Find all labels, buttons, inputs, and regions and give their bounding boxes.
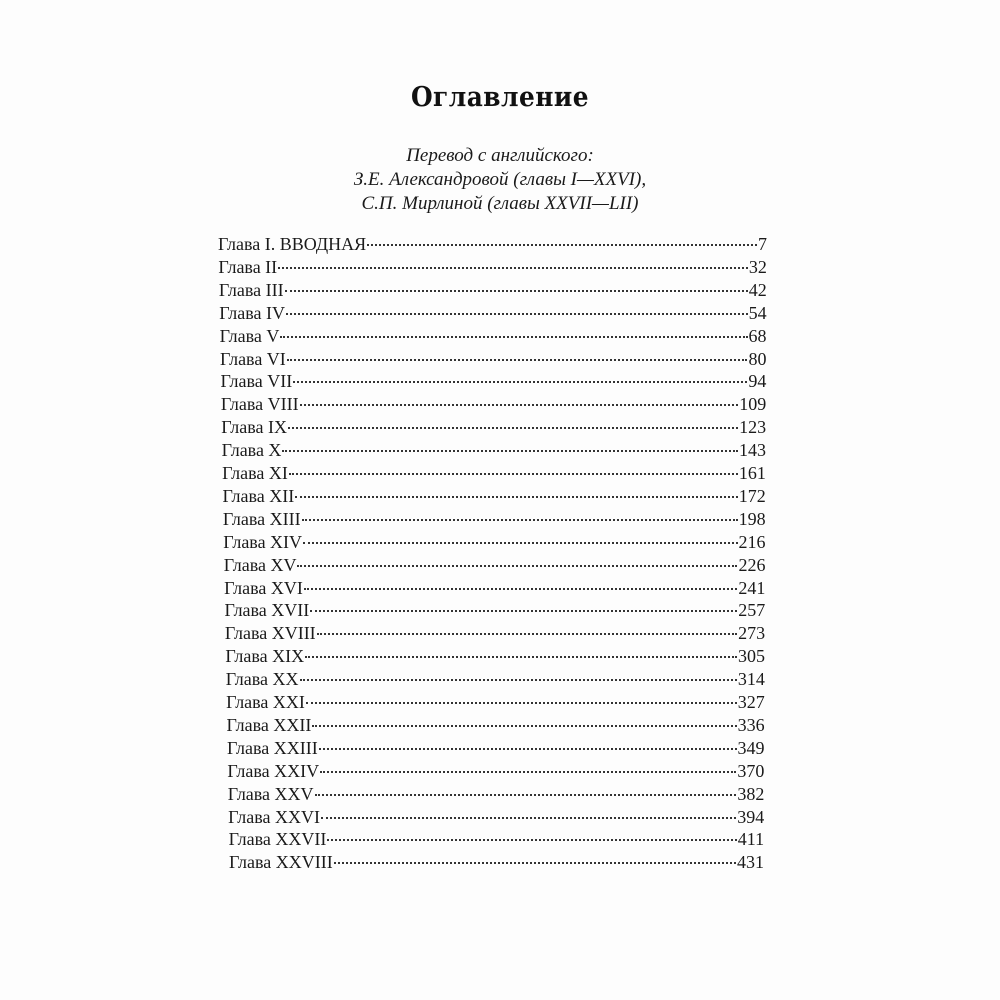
table-of-contents xyxy=(0,233,1000,883)
toc-entry xyxy=(225,599,766,622)
toc-entry xyxy=(222,462,766,485)
toc-entry xyxy=(225,622,765,645)
toc-entry xyxy=(219,279,767,302)
toc-entry-page-number: 394 xyxy=(737,806,765,827)
toc-entry xyxy=(220,348,766,371)
toc-entry xyxy=(226,668,765,691)
dot-leader xyxy=(287,359,748,361)
toc-entry xyxy=(228,783,765,806)
dot-leader xyxy=(297,565,737,567)
dot-leader xyxy=(289,473,738,475)
toc-entry-label: Глава X xyxy=(221,440,282,461)
toc-entry xyxy=(222,439,766,462)
toc-entry-page-number: 370 xyxy=(737,760,765,781)
toc-entry-page-number: 382 xyxy=(737,783,765,804)
dot-leader xyxy=(282,450,738,452)
toc-entry xyxy=(221,393,766,416)
toc-entry-label: Глава VII xyxy=(220,371,293,392)
toc-entry-label: Глава XXVI xyxy=(228,806,320,827)
toc-entry-label: Глава XXI xyxy=(226,692,305,712)
dot-leader xyxy=(300,404,739,406)
credits-line-3: С.П. Мирлиной (главы XXVII—LII) xyxy=(361,193,639,214)
toc-entry-label: Глава XVII xyxy=(224,600,310,621)
toc-entry-page-number: 226 xyxy=(738,554,766,575)
toc-entry xyxy=(220,325,767,348)
toc-entry-page-number: 198 xyxy=(738,508,766,529)
toc-entry-label: Глава VIII xyxy=(220,394,299,415)
toc-entry xyxy=(219,302,766,325)
toc-entry-label: Глава XXVIII xyxy=(229,852,333,873)
dot-leader xyxy=(317,633,737,635)
toc-entry xyxy=(227,714,765,737)
toc-entry-label: Глава VI xyxy=(220,348,286,369)
toc-entry-label: Глава XII xyxy=(222,485,295,506)
toc-entry-label: Глава II xyxy=(218,256,278,277)
toc-entry-page-number: 143 xyxy=(738,440,766,461)
toc-entry xyxy=(218,233,767,256)
toc-entry xyxy=(228,806,764,829)
toc-entry xyxy=(218,256,766,279)
toc-entry xyxy=(227,760,764,783)
toc-entry xyxy=(227,737,765,760)
toc-entry-page-number: 161 xyxy=(738,463,766,483)
toc-entry-label: Глава XIII xyxy=(222,508,301,529)
toc-entry-label: Глава I. ВВОДНАЯ xyxy=(218,234,367,254)
toc-entry-label: Глава XVIII xyxy=(224,623,316,644)
toc-entry-label: Глава XXVII xyxy=(228,829,327,850)
toc-entry-page-number: 80 xyxy=(748,348,767,369)
dot-leader xyxy=(286,313,748,315)
toc-entry-label: Глава XIV xyxy=(223,531,303,552)
toc-entry-page-number: 327 xyxy=(737,692,765,712)
credits-line-2: З.Е. Александровой (главы I—XXVI), xyxy=(353,169,647,190)
toc-entry xyxy=(224,577,765,600)
toc-entry-page-number: 54 xyxy=(748,302,767,323)
toc-entry-page-number: 94 xyxy=(748,371,767,392)
toc-entry xyxy=(226,691,765,714)
toc-entry-page-number: 257 xyxy=(738,600,766,621)
dot-leader xyxy=(320,771,736,773)
toc-entry-label: Глава XXII xyxy=(226,714,312,735)
toc-entry-page-number: 32 xyxy=(748,256,767,277)
toc-entry xyxy=(222,485,765,508)
toc-entry xyxy=(221,416,766,439)
toc-entry-label: Глава XIX xyxy=(225,646,305,667)
dot-leader xyxy=(288,427,738,429)
dot-leader xyxy=(315,794,737,796)
toc-entry-label: Глава XX xyxy=(225,669,299,690)
dot-leader xyxy=(278,267,748,269)
toc-entry-label: Глава V xyxy=(219,325,280,346)
toc-entry-label: Глава IX xyxy=(221,417,288,438)
toc-entry-page-number: 123 xyxy=(739,417,767,438)
toc-entry-page-number: 216 xyxy=(738,531,766,552)
toc-entry-label: Глава XI xyxy=(222,463,288,483)
toc-entry-page-number: 241 xyxy=(738,577,766,598)
toc-entry-page-number: 411 xyxy=(737,829,765,850)
toc-entry xyxy=(229,851,764,874)
toc-entry-label: Глава XXV xyxy=(227,783,314,804)
toc-entry-page-number: 336 xyxy=(737,714,765,735)
toc-entry xyxy=(229,828,765,851)
toc-entry-label: Глава XVI xyxy=(224,577,303,598)
toc-entry xyxy=(223,531,765,554)
toc-entry xyxy=(223,508,766,531)
dot-leader xyxy=(305,656,737,658)
toc-entry-label: Глава XXIV xyxy=(227,760,320,781)
dot-leader xyxy=(304,588,737,590)
page-title: Оглавление xyxy=(410,82,590,113)
dot-leader xyxy=(367,244,757,246)
toc-entry-page-number: 305 xyxy=(737,646,765,667)
dot-leader xyxy=(293,381,747,383)
toc-entry-page-number: 349 xyxy=(737,737,765,758)
dot-leader xyxy=(321,817,736,819)
dot-leader xyxy=(295,496,738,498)
toc-entry-page-number: 431 xyxy=(737,852,764,873)
toc-entry xyxy=(220,370,766,393)
toc-entry-label: Глава III xyxy=(218,279,284,300)
dot-leader xyxy=(280,336,747,338)
dot-leader xyxy=(303,542,737,544)
translation-credits xyxy=(0,144,1000,216)
dot-leader xyxy=(310,610,737,612)
dot-leader xyxy=(302,519,738,521)
dot-leader xyxy=(327,839,736,841)
dot-leader xyxy=(300,679,737,681)
dot-leader xyxy=(312,725,736,727)
dot-leader xyxy=(319,748,737,750)
toc-entry-page-number: 109 xyxy=(739,394,767,415)
credits-line-1: Перевод с английского: xyxy=(406,145,594,166)
dot-leader xyxy=(306,702,737,704)
dot-leader xyxy=(334,862,736,864)
toc-entry xyxy=(225,645,765,668)
toc-entry-label: Глава IV xyxy=(219,302,285,323)
toc-entry-label: Глава XXIII xyxy=(226,737,318,758)
toc-entry-page-number: 68 xyxy=(748,325,767,346)
toc-entry-page-number: 7 xyxy=(758,234,767,254)
toc-entry-page-number: 273 xyxy=(738,623,766,644)
toc-entry xyxy=(224,554,766,577)
toc-entry-label: Глава XV xyxy=(223,554,297,575)
toc-entry-page-number: 314 xyxy=(737,669,765,690)
toc-entry-page-number: 172 xyxy=(738,485,766,506)
toc-entry-page-number: 42 xyxy=(748,279,767,300)
dot-leader xyxy=(285,290,748,292)
